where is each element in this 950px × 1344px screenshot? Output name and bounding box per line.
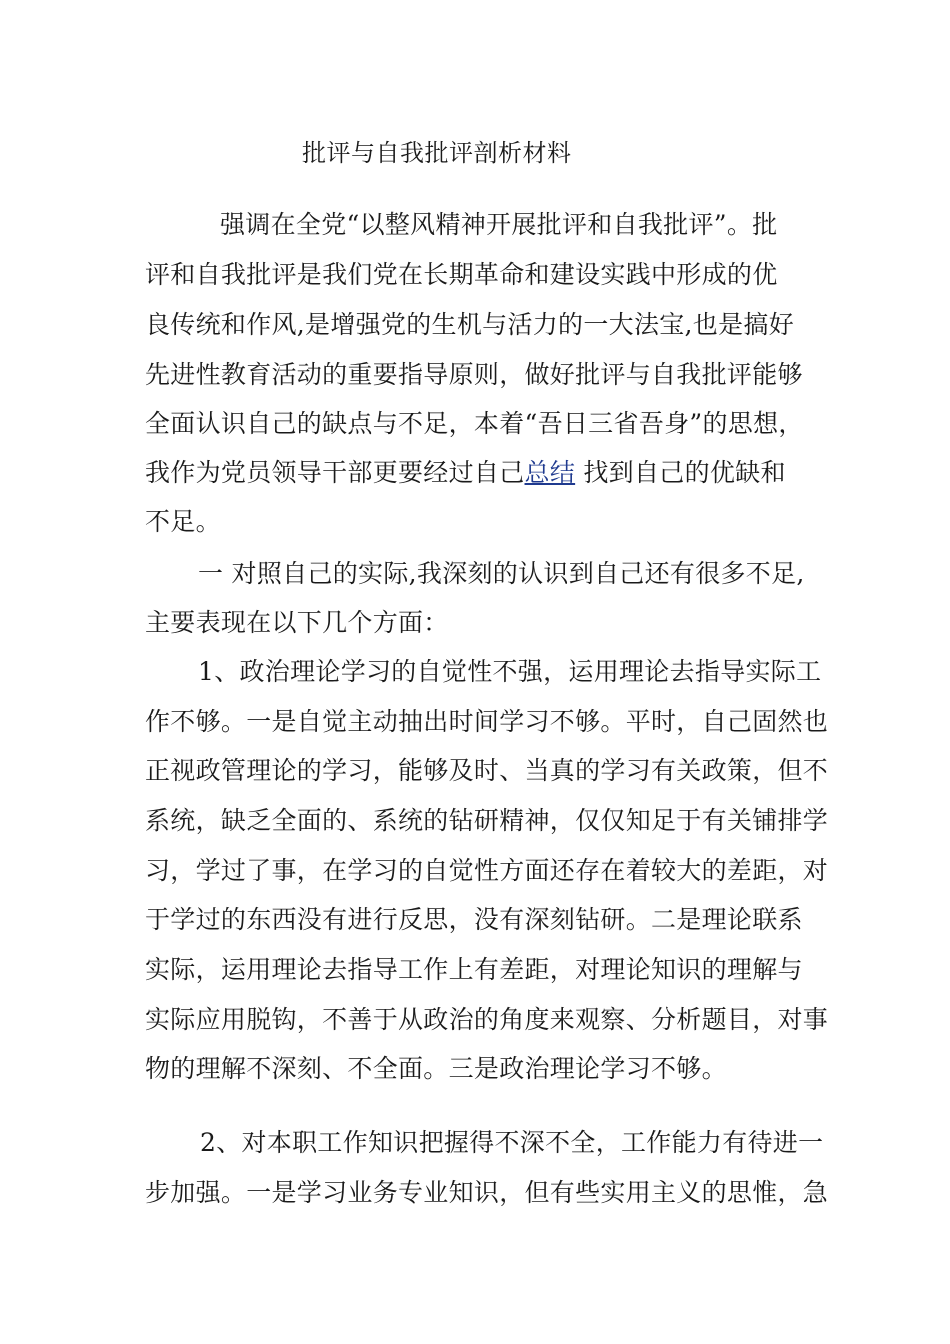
paragraph-line: 评和自我批评是我们党在长期革命和建设实践中形成的优 [145, 260, 778, 289]
document-title: 批评与自我批评剖析材料 [302, 139, 572, 167]
paragraph-line: 实际应用脱钩，不善于从政治的角度来观察、分析题目，对事 [145, 1005, 829, 1034]
paragraph-line: 步加强。一是学习业务专业知识，但有些实用主义的思惟，急 [145, 1178, 829, 1207]
paragraph-line: 实际，运用理论去指导工作上有差距，对理论知识的理解与 [145, 955, 803, 984]
paragraph-line: 2、对本职工作知识把握得不深不全，工作能力有待进一 [200, 1128, 824, 1157]
paragraph-text: 我作为党员领导干部更要经过自己 [145, 458, 525, 487]
paragraph-line: 先进性教育活动的重要指导原则，做好批评与自我批评能够 [145, 360, 803, 389]
paragraph-line: 一 对照自己的实际,我深刻的认识到自己还有很多不足, [198, 559, 805, 588]
paragraph-line: 作不够。一是自觉主动抽出时间学习不够。平时，自己固然也 [145, 707, 829, 736]
paragraph-line-with-link [145, 458, 786, 488]
paragraph-line: 正视政管理论的学习，能够及时、当真的学习有关政策，但不 [145, 756, 829, 785]
paragraph-text: 找到自己的优缺和 [575, 458, 786, 487]
paragraph-line: 全面认识自己的缺点与不足，本着“吾日三省吾身”的思想， [145, 409, 804, 438]
paragraph-line: 不足。 [145, 507, 221, 536]
summary-link[interactable]: 总结 [524, 458, 576, 487]
paragraph-line: 良传统和作风,是增强党的生机与活力的一大法宝,也是搞好 [145, 310, 794, 339]
paragraph-line: 1、政治理论学习的自觉性不强，运用理论去指导实际工 [198, 657, 822, 686]
paragraph-line: 强调在全党“以整风精神开展批评和自我批评”。批 [220, 210, 778, 239]
paragraph-line: 系统，缺乏全面的、系统的钻研精神，仅仅知足于有关铺排学 [145, 806, 829, 835]
paragraph-line: 物的理解不深刻、不全面。三是政治理论学习不够。 [145, 1054, 727, 1083]
paragraph-line: 主要表现在以下几个方面： [145, 608, 449, 637]
paragraph-line: 于学过的东西没有进行反思，没有深刻钻研。二是理论联系 [145, 905, 803, 934]
paragraph-line: 习，学过了事，在学习的自觉性方面还存在着较大的差距，对 [145, 856, 829, 885]
